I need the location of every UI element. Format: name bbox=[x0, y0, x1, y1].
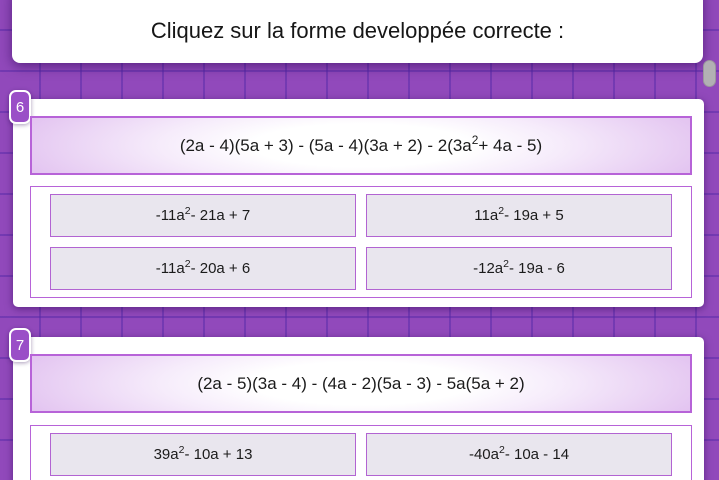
question-6-answer-4[interactable]: -12a $^2$ - 19a - 6 bbox=[366, 247, 672, 290]
page-title: Cliquez sur la forme developpée correcte : bbox=[150, 17, 565, 43]
instruction-banner bbox=[12, 0, 703, 63]
question-6-expression: (2a - 4)(5a + 3) - (5a - 4)(3a + 2) - 2(3a $^2$ + 4a - 5) bbox=[30, 116, 692, 175]
question-6-answer-3[interactable]: -11a $^2$ - 20a + 6 bbox=[50, 247, 356, 290]
question-7-answer-grid bbox=[30, 425, 692, 480]
question-6-answer-1[interactable]: -11a $^2$ - 21a + 7 bbox=[50, 194, 356, 237]
question-6-number-badge: 6 bbox=[9, 90, 31, 124]
question-7-number-badge: 7 bbox=[9, 328, 31, 362]
question-6-answer-grid bbox=[30, 186, 692, 298]
question-6-answer-2[interactable]: 11a $^2$ - 19a + 5 bbox=[366, 194, 672, 237]
scrollbar-thumb[interactable] bbox=[703, 60, 716, 87]
question-7-answer-2[interactable]: -40a $^2$ - 10a - 14 bbox=[366, 433, 672, 476]
question-7-answer-1[interactable]: 39a $^2$ - 10a + 13 bbox=[50, 433, 356, 476]
question-7-expression: (2a - 5)(3a - 4) - (4a - 2)(5a - 3) - 5a(5a + 2) bbox=[30, 354, 692, 413]
question-7-card bbox=[13, 337, 704, 480]
question-6-card bbox=[13, 99, 704, 307]
